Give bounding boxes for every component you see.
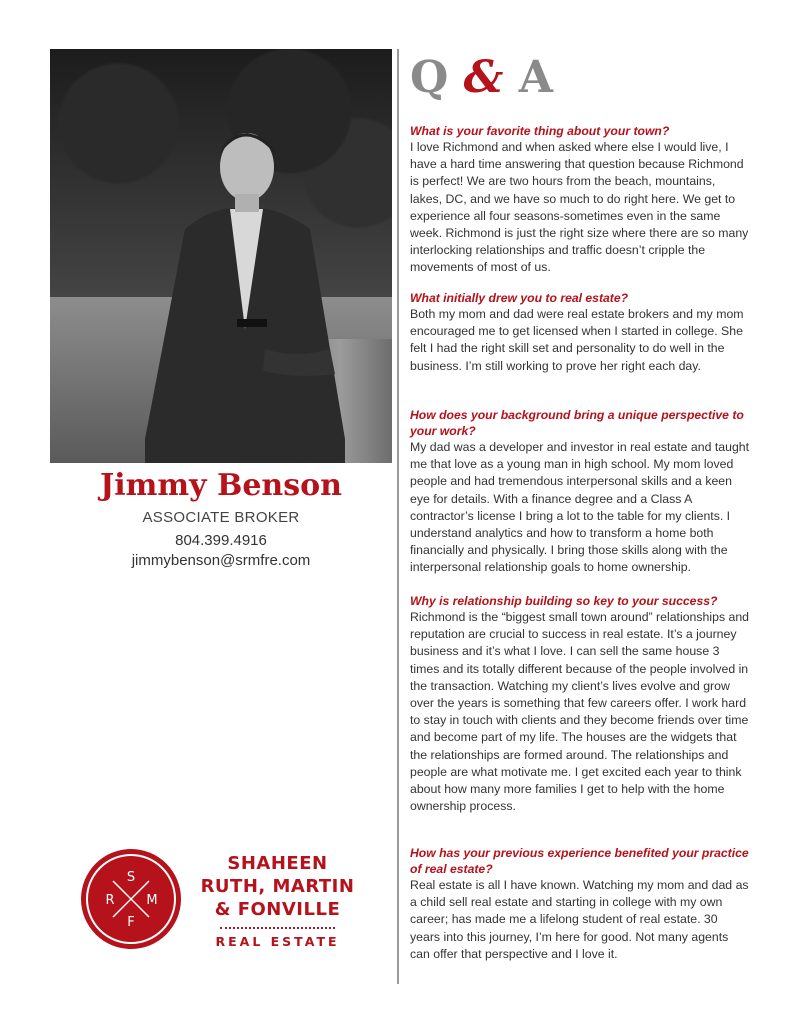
person-silhouette	[145, 109, 345, 463]
logo-dotted-divider	[220, 927, 335, 929]
qa-item-5	[410, 845, 750, 963]
qa-answer: Both my mom and dad were real estate brokers and my mom encouraged me to get licensed when I started in college. She felt I had the right skill set and personality to do well in the business. I’m still working to prove her right each day.	[410, 307, 744, 373]
qa-question: What is your favorite thing about your town?	[410, 124, 670, 138]
qa-answer: My dad was a developer and investor in real estate and taught me that love as a young man in high school. My mom loved people and had tremendous interpersonal skills and a keen eye for details. With a finance degree and a Class A contractor’s license I bring a lot to the table for my clients. I understand analytics and how to transform a home both financially and physically. I bring those skills along with the interpersonal relationship goals to home ownership.	[410, 440, 750, 575]
logo-letter-r: R	[105, 893, 115, 908]
qa-heading-a: A	[518, 52, 553, 103]
agent-title: ASSOCIATE BROKER	[142, 509, 300, 526]
company-name-line4: REAL ESTATE	[215, 934, 340, 949]
company-name-line1: SHAHEEN	[227, 853, 328, 874]
qa-answer: Richmond is the “biggest small town around” relationships and reputation are crucial to success in real estate. It’s a journey business and it’s what I love. I can sell the same house 3 times and its totally different because of the people involved in the transaction. Watching my client’s lives evolve and grow over the years is something that few careers offer. I work hard to stay in touch with clients and they become friends over time and become part of my life. The houses are the widgets that the relationships are formed around. The relationships and people are what motivate me. I get excited each year to think about how many more families I get to help with the home ownership process.	[410, 610, 750, 814]
qa-question: How does your background bring a unique perspective to your work?	[410, 408, 744, 438]
qa-question: Why is relationship building so key to your success?	[410, 594, 718, 608]
agent-email[interactable]: jimmybenson@srmfre.com	[131, 552, 311, 569]
company-name-line3: & FONVILLE	[214, 899, 341, 920]
logo-letter-m: M	[146, 893, 158, 908]
qa-item-3	[410, 407, 750, 577]
qa-answer: I love Richmond and when asked where else I would live, I have a hard time answering that question because Richmond is perfect! We are two hours from the beach, mountains, lakes, DC, and we have so much to do right here. We get to experience all four seasons-sometimes even in the same week. Richmond is just the right size where there are so many interlocking relationships and traffic doesn’t cripple the movements of most of us.	[410, 140, 749, 275]
qa-heading-ampersand: &	[463, 52, 504, 103]
qa-item-4	[410, 593, 750, 815]
srmf-logo-circle	[80, 848, 182, 950]
portrait-photo	[50, 49, 392, 463]
qa-heading	[410, 52, 553, 104]
logo-letter-s: S	[126, 870, 136, 885]
qa-question: What initially drew you to real estate?	[410, 291, 629, 305]
qa-heading-q: Q	[410, 52, 449, 103]
qa-item-1	[410, 123, 750, 277]
column-divider	[397, 49, 399, 984]
company-logo-text	[190, 852, 365, 951]
agent-name: Jimmy Benson	[100, 468, 342, 503]
company-name-line2: RUTH, MARTIN	[200, 876, 355, 897]
qa-question: How has your previous experience benefited your practice of real estate?	[410, 846, 749, 876]
qa-item-2	[410, 290, 750, 375]
qa-answer: Real estate is all I have known. Watching my mom and dad as a child sell real estate and starting in college with my own career; has made me a lifelong student of real estate. 30 years into this journey, I’m here for good. Not many agents can offer that perspective and I love it.	[410, 878, 749, 961]
logo-letter-f: F	[127, 915, 135, 930]
agent-phone[interactable]: 804.399.4916	[175, 532, 267, 549]
